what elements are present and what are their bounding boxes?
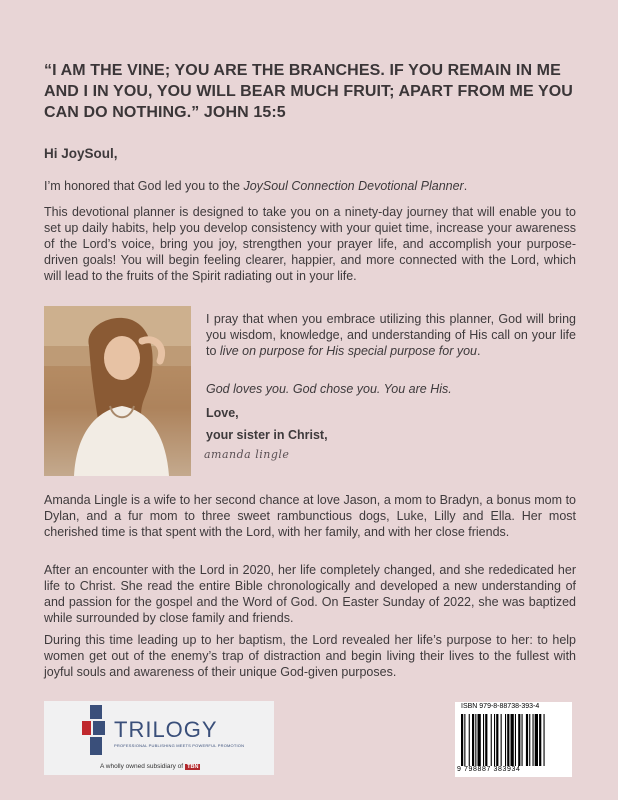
barcode-bar xyxy=(472,714,474,766)
barcode-digits: 9 798887 383934 xyxy=(457,766,521,773)
bible-quote: “I AM THE VINE; YOU ARE THE BRANCHES. IF YOU REMAIN IN ME AND I IN YOU, YOU WILL BEAR MUCH FRUIT; APART FROM ME YOU CAN DO NOTHING.” JOHN 15:5 xyxy=(44,62,573,121)
author-photo xyxy=(44,306,191,476)
publisher-subsidiary xyxy=(100,763,200,770)
bio-paragraph-1: Amanda Lingle is a wife to her second chance at love Jason, a mom to Bradyn, a bonus mom to Dylan, and a fur mom to three sweet rambunctious dogs, Luke, Lilly and Ella. Her most cherished time is that spent with the Lord, with her family, and with her close friends. xyxy=(44,493,576,539)
publisher-name: TRILOGY xyxy=(114,717,218,742)
planner-description: This devotional planner is designed to take you on a ninety-day journey that will enable you to set up daily habits, help you develop consistency with your quiet time, increase your awareness of the Lord’s voice, bring you joy, strengthen your prayer life, and accomplish your purpose-driven goals! You will begin feeling clearer, happier, and more connected with the Lord, which will lead to the fruits of the Spirit radiating out in your life. xyxy=(44,205,576,283)
publisher-tagline: PROFESSIONAL PUBLISHING MEETS POWERFUL PROMOTION xyxy=(114,743,245,748)
barcode-bar xyxy=(485,714,487,766)
barcode-bar xyxy=(522,714,523,766)
prayer-purpose: live on purpose for His special purpose for you xyxy=(219,344,477,358)
barcode-bar xyxy=(478,714,481,766)
bio-paragraph-3: During this time leading up to her baptism, the Lord revealed her life’s purpose to her: to help women get out of the enemy’s trap of distraction and begin living their lives to the fullest with joyful souls and awareness of their unique God-given purposes. xyxy=(44,633,576,679)
tbn-logo: TBN xyxy=(187,764,199,770)
barcode-bar xyxy=(526,714,528,766)
barcode-bar xyxy=(469,714,470,766)
closing-love: Love, xyxy=(206,406,239,420)
publisher-logo-box xyxy=(44,701,274,775)
barcode-bar xyxy=(515,714,516,766)
barcode-bar xyxy=(518,714,520,766)
signature: amanda lingle xyxy=(204,448,290,461)
author-photo-illustration xyxy=(44,306,191,476)
intro-paragraph xyxy=(44,178,576,194)
isbn-barcode xyxy=(455,702,572,777)
trilogy-logo-icon xyxy=(82,705,110,765)
barcode-bar xyxy=(511,714,514,766)
intro-end: . xyxy=(463,179,468,193)
barcode-bar xyxy=(464,714,465,766)
barcode-bar xyxy=(461,714,463,766)
barcode-bar xyxy=(507,714,509,766)
barcode-bar xyxy=(529,714,530,766)
closing-sister: your sister in Christ, xyxy=(206,428,328,442)
bio-paragraph-2: After an encounter with the Lord in 2020, her life completely changed, and she rededicated her life to Christ. She read the entire Bible chronologically and developed a new understanding of and passion for the gospel and the Word of God. On Easter Sunday of 2022, she was baptized while surrounded by close family and friends. xyxy=(44,563,576,625)
god-loves-you: God loves you. God chose you. You are His. xyxy=(206,382,452,396)
barcode-bar xyxy=(544,714,545,766)
barcode-bar xyxy=(496,714,498,766)
planner-title: JoySoul Connection Devotional Planner xyxy=(243,179,464,193)
barcode-bar xyxy=(483,714,484,766)
barcode-bar xyxy=(501,714,502,766)
barcode-bars xyxy=(461,714,566,766)
subsidiary-text: A wholly owned subsidiary of xyxy=(100,763,184,770)
isbn-number: ISBN 979-8-88738-393-4 xyxy=(461,703,540,710)
prayer-text: I pray that when you embrace utilizing this planner, God will bring you wisdom, knowledge, and understanding of His call on your life to xyxy=(206,312,576,358)
barcode-bar xyxy=(491,714,492,766)
barcode-bar xyxy=(494,714,495,766)
greeting: Hi JoySoul, xyxy=(44,146,118,161)
barcode-bar xyxy=(539,714,541,766)
prayer-end: . xyxy=(477,344,481,358)
intro-text: I’m honored that God led you to the xyxy=(44,179,244,193)
barcode-bar xyxy=(475,714,476,766)
barcode-bar xyxy=(535,714,538,766)
barcode-bar xyxy=(533,714,534,766)
prayer-paragraph xyxy=(206,311,576,359)
barcode-bar xyxy=(505,714,506,766)
